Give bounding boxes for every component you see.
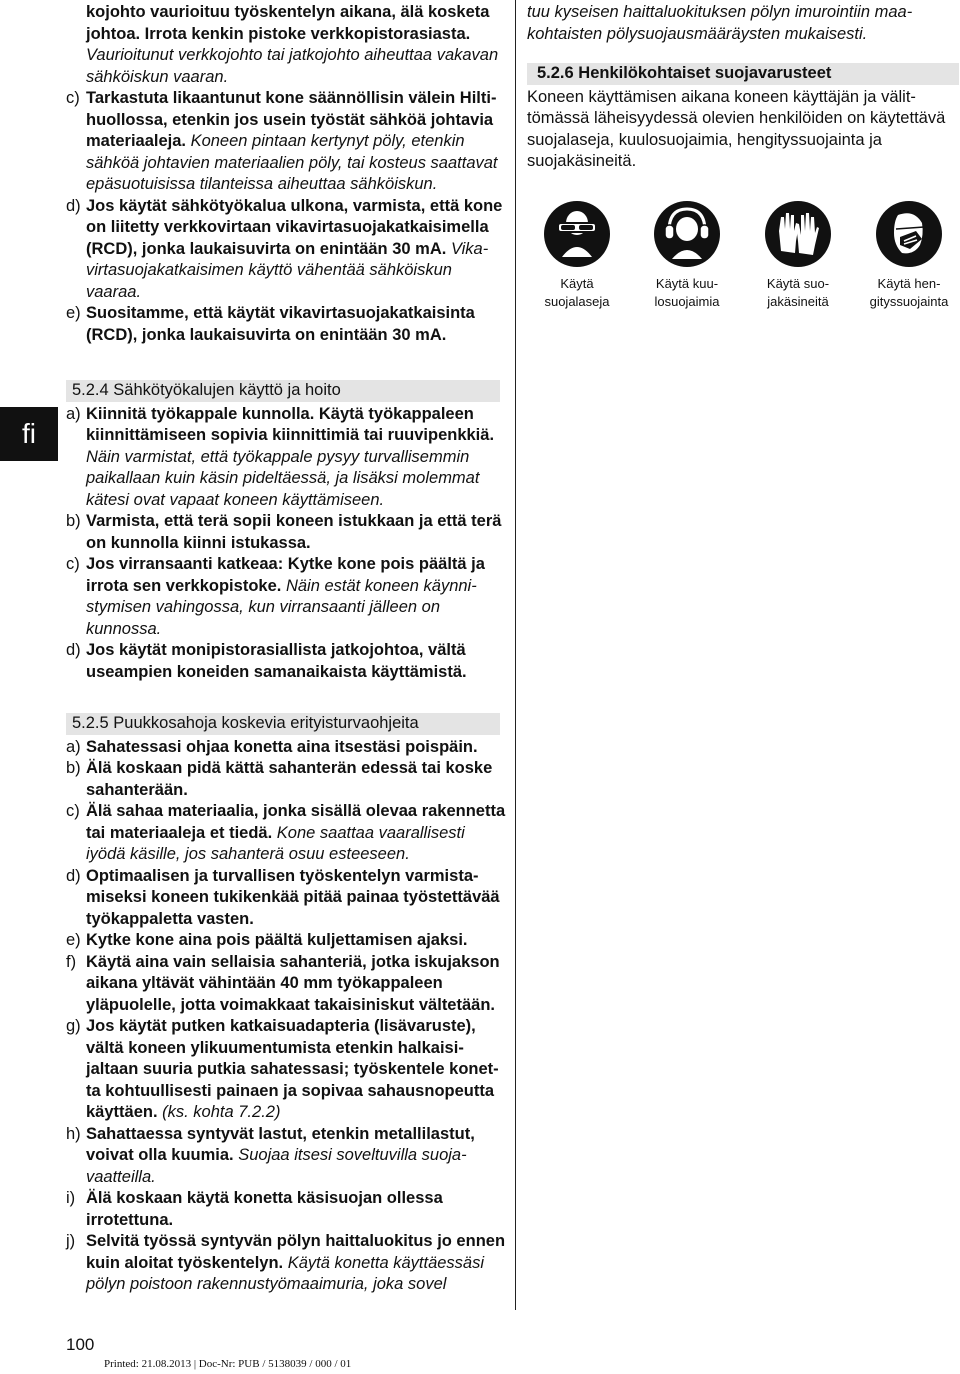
item-bold-text: Jos käytät monipistorasiallista jatkojohtoa, vältä useampien koneiden samanaikaista käyttämistä.: [86, 641, 467, 681]
item-label: h): [66, 1124, 81, 1143]
item-label: b): [66, 512, 81, 530]
item-bold-text: Käytä aina vain sellaisia sahanteriä, jotka iskujakson aikana yltävät vähintään 40 mm työkappaleen yläpuolelle, jotta voimakkaat takaisiniskut vältetään.: [86, 952, 500, 1014]
list-item: [66, 640, 506, 683]
item-label: a): [66, 737, 81, 756]
body-text: Koneen käyttämisen aikana koneen käyttäjän ja välittömässä läheisyydessä olevien henkilöiden on käytettävä suojalaseja, kuulosuojaimia, hengityssuojainta ja suojakäsineitä.: [527, 87, 946, 170]
gloves-icon: [765, 201, 831, 267]
item-italic-text: Koneen pintaan kertynyt pöly, etenkin sähköä johtavien materiaalien pöly, tai kosteus saattavat epäsuotuisissa tilanteissa aiheuttaa sähköiskun.: [86, 132, 498, 193]
list-item: [66, 1016, 506, 1124]
print-info: Printed: 21.08.2013 | Doc-Nr: PUB / 5138039 / 000 / 01: [104, 1358, 352, 1370]
list-item: [66, 758, 506, 801]
ppe-icons: [527, 201, 959, 331]
item-bold-text: Älä sahaa materiaalia, jonka sisällä olevaa rakennetta tai materiaaleja et tiedä.: [86, 802, 506, 842]
ppe-caption: Käytä kuulosuojaimia: [654, 276, 720, 309]
item-italic-text: (ks. kohta 7.2.2): [162, 1103, 281, 1121]
item-bold-text: Varmista, että terä sopii koneen istukkaan ja että terä on kunnolla kiinni istukassa.: [86, 512, 502, 552]
item-label: c): [66, 555, 80, 573]
list-item: [66, 737, 506, 759]
item-italic-text: Käytä konetta käyttäessäsi pölyn poistoon rakennustyömaaimuria, joka sovel: [86, 1253, 485, 1293]
item-label: e): [66, 304, 81, 322]
item-bold-text: Kiinnitä työkappale kunnolla. Käytä työkappaleen kiinnittämiseen sopivia kiinnittimiä tai ruuvipenkkiä.: [86, 404, 495, 444]
ppe-item: [859, 201, 959, 311]
list-item: [66, 196, 506, 304]
item-italic-text: Vikavirtasuojakatkaisimen käyttö vähentää sähköiskun vaaraa.: [86, 239, 489, 301]
item-label: a): [66, 404, 81, 423]
item-italic-text: Suojaa itsesi soveltuvilla suojavaatteilla.: [86, 1146, 467, 1186]
safety-glasses-icon: [544, 201, 610, 267]
item-label: d): [66, 866, 81, 885]
ppe-item: [527, 201, 627, 311]
language-tab: fi: [0, 407, 58, 461]
ppe-item: [637, 201, 737, 311]
item-bold-text: kojohto vaurioituu työskentelyn aikana, älä kosketa johtoa. Irrota kenkin pistoke verkkopistorasiasta.: [86, 3, 490, 43]
item-label: d): [66, 641, 81, 659]
list-item: [66, 1188, 506, 1231]
list-item: [66, 1231, 506, 1296]
section-heading: 5.2.4 Sähkötyökalujen käyttö ja hoito: [66, 380, 500, 402]
item-label: g): [66, 1017, 81, 1035]
list-item: [66, 866, 506, 931]
section-525: [66, 713, 506, 1296]
item-italic-text: Näin estät koneen käynnistymisen vahingossa, kun virransaanti jälleen on kunnossa.: [86, 576, 477, 638]
item-label: i): [66, 1189, 76, 1207]
list-item: [66, 2, 506, 88]
item-label: f): [66, 952, 77, 971]
list-item: [66, 303, 506, 346]
item-bold-text: Sahattaessa syntyvät lastut, etenkin metallilastut, voivat olla kuumia.: [86, 1124, 475, 1164]
item-italic-text: Kone saattaa vaarallisesti iyödä käsille, jos sahanterä osuu esteeseen.: [86, 823, 465, 863]
ppe-item: [748, 201, 848, 311]
list-item: [66, 511, 506, 554]
continued-italic-text: tuu kyseisen haittaluokituksen pölyn imurointiin maakohtaisten pölysuojausmääräysten mukaisesti.: [527, 3, 913, 43]
ear-protection-icon: [654, 201, 720, 267]
section-524: [66, 380, 506, 683]
item-bold-text: Selvitä työssä syntyvän pölyn haittaluokitus jo ennen kuin aloitat työskentelyn.: [86, 1232, 506, 1272]
list-item: [66, 404, 506, 512]
list-item: [66, 801, 506, 866]
list-item: [66, 88, 506, 196]
list-item: [66, 1124, 506, 1189]
list-item: [66, 952, 506, 1017]
right-column: [527, 2, 959, 173]
item-italic-text: Näin varmistat, että työkappale pysyy turvallisemmin paikallaan kuin käsin pideltäessä, ja lisäksi molemmat kätesi ovat vapaat koneen käyttämiseen.: [86, 447, 480, 509]
item-label: c): [66, 89, 80, 107]
ppe-caption: Käytä hengityssuojainta: [869, 276, 949, 309]
section-heading: 5.2.6 Henkilökohtaiset suojavarusteet: [527, 63, 959, 85]
item-label: d): [66, 196, 81, 215]
list-item: [66, 554, 506, 640]
item-bold-text: Jos virransaanti katkeaa: Kytke kone pois päältä ja irrota sen verkkopistoke.: [86, 555, 485, 595]
page-number: 100: [66, 1335, 95, 1354]
item-italic-text: Vaurioitunut verkkojohto tai jatkojohto aiheuttaa vakavan sähköiskun vaaran.: [86, 46, 499, 86]
item-bold-text: Suositamme, että käytät vikavirtasuojakatkaisinta (RCD), jonka laukaisuvirta on enintään 30 mA.: [86, 304, 475, 344]
respirator-icon: [876, 201, 942, 267]
item-bold-text: Älä koskaan pidä kättä sahanterän edessä tai koske sahanterään.: [86, 759, 493, 799]
item-bold-text: Älä koskaan käytä konetta käsisuojan ollessa irrotettuna.: [86, 1189, 443, 1229]
section-heading: 5.2.5 Puukkosahoja koskevia erityisturvaohjeita: [66, 713, 500, 735]
item-bold-text: Tarkastuta likaantunut kone säännöllisin välein Hilti-huollossa, etenkin jos usein työstät sähköä johtavia materiaaleja.: [86, 89, 497, 150]
item-bold-text: Jos käytät sähkötyökalua ulkona, varmista, että kone on liitetty verkkovirtaan vikavirtasuojakatkaisimella (RCD), jonka laukaisuvirta on enintään 30 mA.: [86, 196, 503, 258]
item-bold-text: Kytke kone aina pois päältä kuljettamisen ajaksi.: [86, 931, 468, 949]
ppe-caption: Käytä suojakäsineitä: [766, 276, 830, 309]
ppe-caption: Käytä suojalaseja: [544, 276, 610, 309]
column-divider: [515, 0, 516, 1310]
item-label: j): [66, 1232, 76, 1250]
item-label: c): [66, 802, 80, 820]
item-bold-text: Sahatessasi ohjaa konetta aina itsestäsi poispäin.: [86, 737, 478, 756]
left-top-block: [66, 2, 506, 346]
item-bold-text: Optimaalisen ja turvallisen työskentelyn varmistamiseksi koneen tukikenkää pitää painaa työstettävää työkappaletta vasten.: [86, 866, 500, 928]
item-bold-text: Jos käytät putken katkaisuadapteria (lisävaruste), vältä koneen ylikuumentumista etenkin halkaisijaltaan suuria putkia sahatessasi; työskentele konetta kohtuullisesti painaen ja sopivaa sahausnopeutta käyttäen.: [86, 1017, 499, 1121]
item-label: e): [66, 931, 81, 949]
item-label: b): [66, 759, 81, 777]
list-item: [66, 930, 506, 952]
